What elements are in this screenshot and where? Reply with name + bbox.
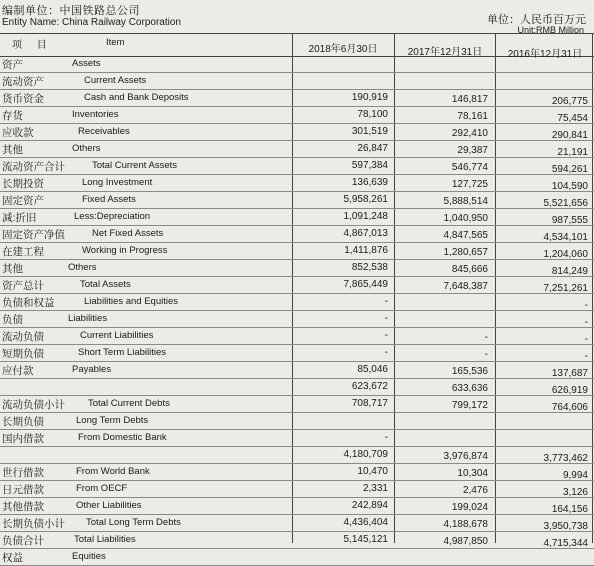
row-label-cn: 存货 — [2, 110, 23, 122]
value-2016-12-31: - — [584, 351, 588, 362]
row-label-cn: 短期负债 — [2, 348, 44, 360]
row-label-cn: 资产 — [2, 59, 23, 71]
row-label-cn: 流动资产合计 — [2, 161, 65, 173]
row-label-en: Inventories — [72, 109, 119, 120]
value-2016-12-31: - — [584, 317, 588, 328]
row-label-en: Liabilities and Equities — [84, 296, 179, 307]
table-row — [0, 259, 594, 277]
table-row — [0, 276, 594, 294]
row-label-en: Others — [72, 143, 101, 154]
unit-label-en: Unit:RMB Million — [517, 25, 584, 35]
table-row — [0, 497, 594, 515]
table-row — [0, 446, 594, 464]
value-2016-12-31: 137,687 — [551, 368, 588, 379]
row-label-en: Cash and Bank Deposits — [84, 92, 189, 103]
value-2018-06-30: 597,384 — [351, 160, 388, 171]
value-2017-12-31: 3,976,874 — [443, 451, 488, 462]
table-row — [0, 310, 594, 328]
table-row — [0, 293, 594, 311]
value-2016-12-31: 814,249 — [551, 266, 588, 277]
column-header-item-cn: 项 目 — [12, 40, 53, 51]
value-2017-12-31: 10,304 — [457, 468, 488, 479]
table-row — [0, 72, 594, 90]
unit-label-cn: 单位：人民币百万元 — [487, 14, 586, 26]
value-2017-12-31: 4,847,565 — [443, 230, 488, 241]
value-2018-06-30: 5,145,121 — [343, 534, 388, 545]
table-row — [0, 157, 594, 175]
row-label-en: Short Term Liabilities — [78, 347, 167, 358]
value-2018-06-30: - — [384, 313, 388, 324]
row-label-en: Net Fixed Assets — [92, 228, 164, 239]
table-row — [0, 55, 594, 73]
row-label-en: Receivables — [78, 126, 130, 137]
row-label-cn: 在建工程 — [2, 246, 44, 258]
value-2018-06-30: - — [384, 330, 388, 341]
value-2018-06-30: 1,091,248 — [343, 211, 388, 222]
row-label-en: Assets — [72, 58, 101, 69]
value-2016-12-31: - — [584, 300, 588, 311]
value-2016-12-31: 4,534,101 — [543, 232, 588, 243]
row-label-en: Payables — [72, 364, 112, 375]
document-header — [0, 0, 594, 34]
row-label-cn: 日元借款 — [2, 484, 44, 496]
row-label-en: From OECF — [76, 483, 128, 494]
value-2018-06-30: 242,894 — [351, 500, 388, 511]
row-label-cn: 流动负债 — [2, 331, 44, 343]
row-label-en: Total Current Assets — [92, 160, 178, 171]
value-2017-12-31: 799,172 — [451, 400, 488, 411]
row-label-cn: 其他借款 — [2, 501, 44, 513]
row-label-cn: 长期负债 — [2, 416, 44, 428]
value-2017-12-31: 4,188,678 — [443, 519, 488, 530]
value-2018-06-30: 4,180,709 — [343, 449, 388, 460]
row-label-en: Others — [68, 262, 97, 273]
value-2016-12-31: 594,261 — [551, 164, 588, 175]
row-label-en: Total Liabilities — [74, 534, 136, 545]
value-2016-12-31: 164,156 — [551, 504, 588, 515]
table-row — [0, 208, 594, 226]
value-2017-12-31: 546,774 — [451, 162, 488, 173]
table-row — [0, 242, 594, 260]
value-2017-12-31: 127,725 — [451, 179, 488, 190]
value-2018-06-30: 190,919 — [351, 92, 388, 103]
value-2018-06-30: 85,046 — [357, 364, 388, 375]
value-2017-12-31: 633,636 — [451, 383, 488, 394]
row-label-en: Current Assets — [84, 75, 147, 86]
value-2017-12-31: - — [484, 349, 488, 360]
row-label-cn: 负债和权益 — [2, 297, 55, 309]
value-2016-12-31: 764,606 — [551, 402, 588, 413]
value-2017-12-31: 165,536 — [451, 366, 488, 377]
value-2017-12-31: - — [484, 332, 488, 343]
value-2016-12-31: 1,204,060 — [543, 249, 588, 260]
value-2018-06-30: 301,519 — [351, 126, 388, 137]
table-row — [0, 344, 594, 362]
table-row — [0, 89, 594, 107]
row-label-cn: 负债合计 — [2, 535, 44, 547]
row-label-en: Less:Depreciation — [74, 211, 151, 222]
row-label-en: From World Bank — [76, 466, 150, 477]
row-label-en: Long Term Debts — [76, 415, 149, 426]
table-row — [0, 191, 594, 209]
row-label-cn: 固定资产净值 — [2, 229, 65, 241]
value-2018-06-30: 623,672 — [351, 381, 388, 392]
value-2017-12-31: 5,888,514 — [443, 196, 488, 207]
table-row — [0, 514, 594, 532]
row-label-cn: 资产总计 — [2, 280, 44, 292]
value-2018-06-30: 5,958,261 — [343, 194, 388, 205]
value-2018-06-30: 708,717 — [351, 398, 388, 409]
table-row — [0, 140, 594, 158]
value-2017-12-31: 845,666 — [451, 264, 488, 275]
row-label-cn: 长期投资 — [2, 178, 44, 190]
table-row — [0, 548, 594, 566]
table-row — [0, 361, 594, 379]
row-label-en: Other Liabilities — [76, 500, 142, 511]
table-row — [0, 106, 594, 124]
value-2017-12-31: 4,987,850 — [443, 536, 488, 547]
row-label-cn: 长期负债小计 — [2, 518, 65, 530]
value-2016-12-31: 9,994 — [562, 470, 588, 481]
row-label-cn: 其他 — [2, 144, 23, 156]
column-header-2017-12-31: 2017年12月31日 — [407, 47, 483, 58]
entity-name: Entity Name: China Railway Corporation — [2, 17, 181, 28]
row-label-cn: 减:折旧 — [2, 212, 37, 224]
row-label-cn: 货币资金 — [2, 93, 44, 105]
row-label-en: Current Liabilities — [80, 330, 154, 341]
value-2018-06-30: 4,867,013 — [343, 228, 388, 239]
value-2018-06-30: - — [384, 347, 388, 358]
table-row — [0, 429, 594, 447]
value-2016-12-31: 3,126 — [562, 487, 588, 498]
value-2016-12-31: 3,773,462 — [543, 453, 588, 464]
value-2018-06-30: 26,847 — [357, 143, 388, 154]
row-label-en: Total Current Debts — [88, 398, 170, 409]
row-label-en: Fixed Assets — [82, 194, 136, 205]
table-row — [0, 123, 594, 141]
table-row — [0, 412, 594, 430]
table-row — [0, 480, 594, 498]
row-label-cn: 其他 — [2, 263, 23, 275]
table-row — [0, 395, 594, 413]
table-row — [0, 531, 594, 549]
table-row — [0, 225, 594, 243]
row-label-cn: 权益 — [2, 552, 23, 564]
row-label-cn: 负债 — [2, 314, 23, 326]
value-2016-12-31: 4,715,344 — [543, 538, 588, 549]
value-2016-12-31: 206,775 — [551, 96, 588, 107]
value-2017-12-31: 292,410 — [451, 128, 488, 139]
value-2016-12-31: 290,841 — [551, 130, 588, 141]
row-label-cn: 国内借款 — [2, 433, 44, 445]
value-2017-12-31: 1,280,657 — [443, 247, 488, 258]
value-2018-06-30: 852,538 — [351, 262, 388, 273]
value-2016-12-31: 104,590 — [551, 181, 588, 192]
row-label-cn: 流动资产 — [2, 76, 44, 88]
value-2018-06-30: 78,100 — [357, 109, 388, 120]
value-2018-06-30: 1,411,876 — [344, 245, 388, 256]
value-2016-12-31: 21,191 — [557, 147, 588, 158]
value-2018-06-30: 10,470 — [357, 466, 388, 477]
value-2018-06-30: - — [384, 296, 388, 307]
value-2016-12-31: 5,521,656 — [543, 198, 588, 209]
row-label-en: Total Long Term Debts — [86, 517, 181, 528]
row-label-en: From Domestic Bank — [78, 432, 167, 443]
table-row — [0, 174, 594, 192]
value-2017-12-31: 1,040,950 — [443, 213, 488, 224]
column-header-2018-06-30: 2018年6月30日 — [308, 44, 378, 55]
value-2017-12-31: 146,817 — [451, 94, 488, 105]
row-label-en: Total Assets — [80, 279, 131, 290]
row-label-en: Equities — [72, 551, 106, 562]
compiler-label: 编制单位：中国铁路总公司 — [2, 5, 140, 17]
row-label-cn: 应收款 — [2, 127, 34, 139]
row-label-cn: 流动负债小计 — [2, 399, 65, 411]
column-header-item-en: Item — [106, 37, 125, 48]
row-label-en: Liabilities — [68, 313, 108, 324]
value-2018-06-30: 4,436,404 — [343, 517, 388, 528]
value-2017-12-31: 78,161 — [457, 111, 488, 122]
value-2018-06-30: 2,331 — [362, 483, 388, 494]
column-header-2016-12-31: 2016年12月31日 — [507, 49, 583, 60]
value-2017-12-31: 2,476 — [462, 485, 488, 496]
value-2016-12-31: 626,919 — [551, 385, 588, 396]
value-2016-12-31: 7,251,261 — [543, 283, 588, 294]
column-header-row — [0, 33, 594, 60]
value-2017-12-31: 199,024 — [451, 502, 488, 513]
value-2017-12-31: 29,387 — [457, 145, 488, 156]
value-2016-12-31: 987,555 — [551, 215, 588, 226]
row-label-en: Working in Progress — [82, 245, 168, 256]
table-row — [0, 463, 594, 481]
table-row — [0, 327, 594, 345]
value-2018-06-30: 7,865,449 — [343, 279, 388, 290]
value-2018-06-30: 136,639 — [351, 177, 388, 188]
row-label-cn: 应付款 — [2, 365, 34, 377]
value-2016-12-31: - — [584, 334, 588, 345]
row-label-cn: 世行借款 — [2, 467, 44, 479]
table-row — [0, 378, 594, 396]
row-label-en: Long Investment — [82, 177, 153, 188]
value-2016-12-31: 3,950,738 — [543, 521, 588, 532]
value-2018-06-30: - — [384, 432, 388, 443]
value-2017-12-31: 7,648,387 — [443, 281, 488, 292]
value-2016-12-31: 75,454 — [557, 113, 588, 124]
row-label-cn: 固定资产 — [2, 195, 44, 207]
